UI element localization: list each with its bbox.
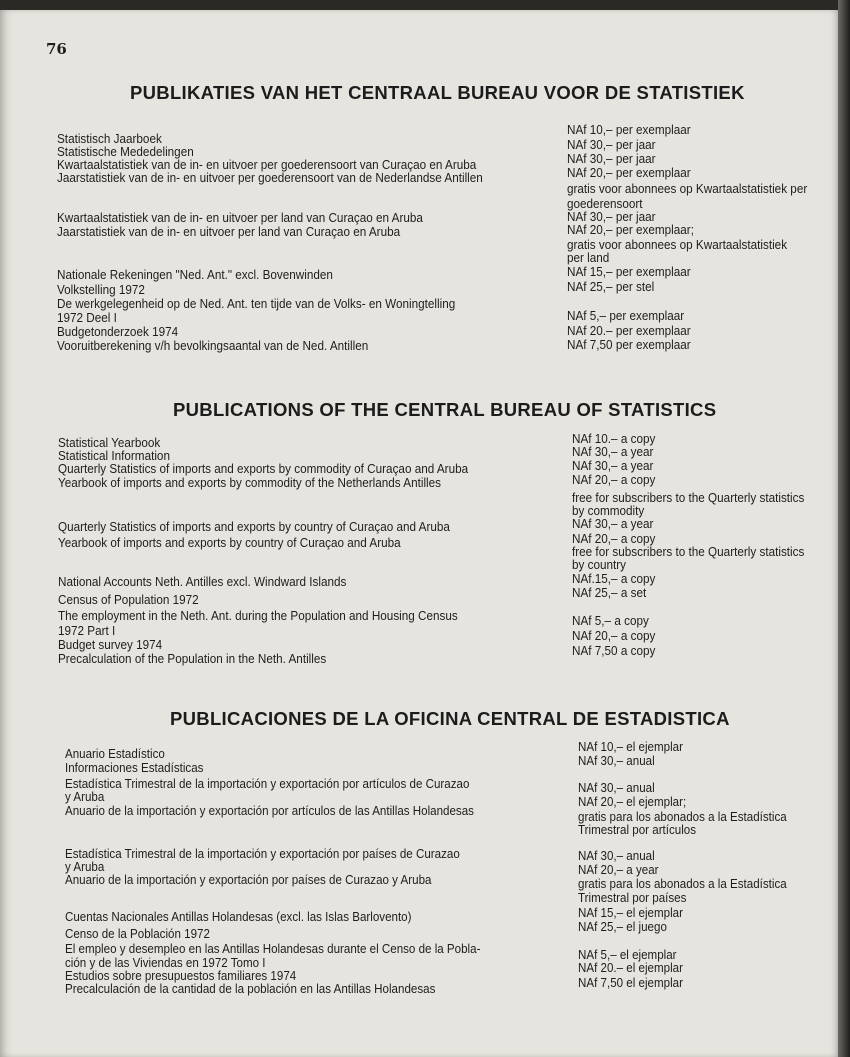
publication-title: Budgetonderzoek 1974: [57, 325, 179, 339]
publication-price: free for subscribers to the Quarterly statistics: [572, 491, 805, 505]
publication-price: NAf 30,– anual: [578, 754, 655, 768]
publication-price: NAf 7,50 el ejemplar: [578, 976, 683, 990]
publication-title: ción y de las Viviendas en 1972 Tomo I: [65, 956, 266, 970]
publication-title: Budget survey 1974: [58, 638, 163, 652]
publication-price: gratis para los abonados a la Estadística: [578, 877, 787, 891]
publication-title: Precalculation of the Population in the Neth. Antilles: [58, 652, 327, 666]
publication-price: NAf 30,– a year: [572, 517, 654, 531]
publication-title: El empleo y desempleo en las Antillas Holandesas durante el Censo de la Pobla-: [65, 942, 481, 956]
publication-price: NAf 20.– per exemplaar: [567, 324, 691, 338]
publication-price: NAf 30,– anual: [578, 849, 655, 863]
publication-title: 1972 Part I: [58, 624, 116, 638]
section-heading: PUBLIKATIES VAN HET CENTRAAL BUREAU VOOR DE STATISTIEK: [130, 82, 745, 103]
publication-title: y Aruba: [65, 790, 105, 804]
publication-title: Anuario Estadístico: [65, 747, 165, 761]
publication-price: NAf 25,– el juego: [578, 920, 667, 934]
publication-price: NAf 10,– el ejemplar: [578, 740, 683, 754]
publication-price: NAf 25,– per stel: [567, 280, 655, 294]
publication-price: NAf 7,50 per exemplaar: [567, 338, 691, 352]
publication-title: The employment in the Neth. Ant. during the Population and Housing Census: [58, 609, 458, 623]
publication-title: Statistical Yearbook: [58, 436, 161, 450]
publication-title: National Accounts Neth. Antilles excl. Windward Islands: [58, 575, 347, 589]
section-heading: PUBLICATIONS OF THE CENTRAL BUREAU OF STATISTICS: [173, 399, 717, 420]
publication-price: gratis voor abonnees op Kwartaalstatistiek per: [567, 182, 808, 196]
publication-price: free for subscribers to the Quarterly statistics: [572, 545, 805, 559]
publication-price: NAf 20,– a copy: [572, 473, 656, 487]
publication-price: by commodity: [572, 504, 645, 518]
publication-title: Anuario de la importación y exportación por países de Curazao y Aruba: [65, 873, 432, 887]
publication-price: NAf 5,– a copy: [572, 614, 649, 628]
publication-price: NAf 20,– a year: [578, 863, 659, 877]
publication-title: Kwartaalstatistiek van de in- en uitvoer per goederensoort van Curaçao en Aruba: [57, 158, 477, 172]
publication-title: Jaarstatistiek van de in- en uitvoer per land van Curaçao en Aruba: [57, 225, 401, 239]
publication-title: Yearbook of imports and exports by commodity of the Netherlands Antilles: [58, 476, 442, 490]
publication-title: Kwartaalstatistiek van de in- en uitvoer per land van Curaçao en Aruba: [57, 211, 423, 225]
publication-price: NAf 20,– per exemplaar;: [567, 223, 694, 237]
publication-title: Jaarstatistiek van de in- en uitvoer per goederensoort van de Nederlandse Antillen: [57, 171, 483, 185]
publication-price: Trimestral por artículos: [578, 823, 697, 837]
publication-title: Statistical Information: [58, 449, 170, 463]
publication-title: Quarterly Statistics of imports and exports by country of Curaçao and Aruba: [58, 520, 450, 534]
publication-title: Nationale Rekeningen "Ned. Ant." excl. Bovenwinden: [57, 268, 333, 282]
document-page: [0, 10, 840, 1057]
publication-price: NAf 10,– per exemplaar: [567, 123, 691, 137]
publication-price: NAf 30,– a year: [572, 445, 654, 459]
publication-title: Censo de la Población 1972: [65, 927, 210, 941]
publication-title: Estudios sobre presupuestos familiares 1974: [65, 969, 297, 983]
publication-title: Estadística Trimestral de la importación y exportación por países de Curazao: [65, 847, 460, 861]
publication-price: NAf 30,– per jaar: [567, 152, 656, 166]
publication-price: NAf 15,– el ejemplar: [578, 906, 683, 920]
publication-price: per land: [567, 251, 610, 265]
publication-title: Precalculación de la cantidad de la población en las Antillas Holandesas: [65, 982, 436, 996]
publication-price: goederensoort: [567, 197, 643, 211]
publication-price: NAf 20.– el ejemplar: [578, 961, 683, 975]
publication-price: NAf 15,– per exemplaar: [567, 265, 691, 279]
publication-title: 1972 Deel I: [57, 311, 117, 325]
publication-price: Trimestral por países: [578, 891, 687, 905]
publication-title: Volkstelling 1972: [57, 283, 145, 297]
publication-title: Statistisch Jaarboek: [57, 132, 162, 146]
publication-title: Census of Population 1972: [58, 593, 199, 607]
publication-price: NAf 30,– per jaar: [567, 210, 656, 224]
publication-price: NAf 20,– a copy: [572, 532, 656, 546]
publication-price: NAf 5,– el ejemplar: [578, 948, 677, 962]
publication-price: NAf 25,– a set: [572, 586, 647, 600]
publication-title: Estadística Trimestral de la importación y exportación por artículos de Curazao: [65, 777, 470, 791]
publication-price: NAf 20,– a copy: [572, 629, 656, 643]
publication-title: Informaciones Estadísticas: [65, 761, 204, 775]
page-number: 76: [46, 40, 67, 58]
publication-price: NAf 30,– per jaar: [567, 138, 656, 152]
publication-price: by country: [572, 558, 627, 572]
publication-price: NAf 30,– anual: [578, 781, 655, 795]
publication-price: NAf 10.– a copy: [572, 432, 656, 446]
publication-title: Quarterly Statistics of imports and exports by commodity of Curaçao and Aruba: [58, 462, 469, 476]
publication-price: NAf 5,– per exemplaar: [567, 309, 685, 323]
publication-price: NAf 30,– a year: [572, 459, 654, 473]
publication-price: NAf 7,50 a copy: [572, 644, 656, 658]
section-heading: PUBLICACIONES DE LA OFICINA CENTRAL DE ESTADISTICA: [170, 708, 730, 729]
publication-title: Anuario de la importación y exportación por artículos de las Antillas Holandesas: [65, 804, 474, 818]
publication-title: Yearbook of imports and exports by country of Curaçao and Aruba: [58, 536, 401, 550]
publication-title: De werkgelegenheid op de Ned. Ant. ten tijde van de Volks- en Woningtelling: [57, 297, 456, 311]
publication-price: NAf.15,– a copy: [572, 572, 656, 586]
publication-price: NAf 20,– per exemplaar: [567, 166, 691, 180]
page-edge-shadow: [838, 0, 850, 1057]
publication-price: gratis para los abonados a la Estadística: [578, 810, 787, 824]
publication-title: y Aruba: [65, 860, 105, 874]
publication-title: Statistische Mededelingen: [57, 145, 194, 159]
publication-title: Vooruitberekening v/h bevolkingsaantal van de Ned. Antillen: [57, 339, 369, 353]
publication-title: Cuentas Nacionales Antillas Holandesas (excl. las Islas Barlovento): [65, 910, 412, 924]
publication-price: NAf 20,– el ejemplar;: [578, 795, 687, 809]
publication-price: gratis voor abonnees op Kwartaalstatistiek: [567, 238, 788, 252]
